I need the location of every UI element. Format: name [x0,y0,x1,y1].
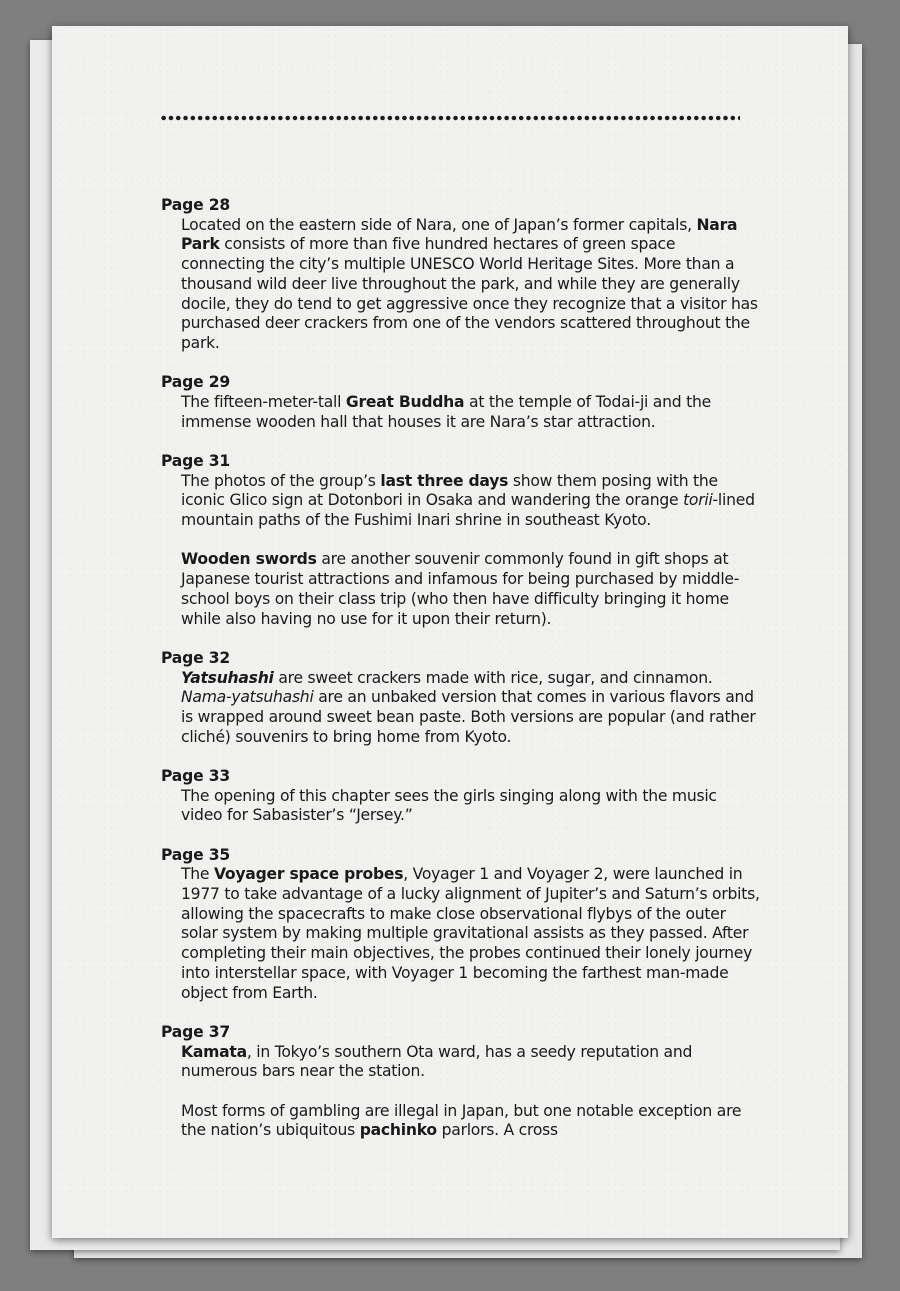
note-text: are another souvenir commonly found in gift shops at Japanese tourist attractions and infamous for being purchased by middle-school boys on their class trip (who then have difficulty bringing it home while also having no use for it upon their return). [181,550,740,628]
emphasized-term: Great Buddha [345,392,465,411]
emphasized-term: Nara Park [181,215,738,254]
note-paragraph [181,472,761,531]
note-text: show them posing with the iconic Glico sign at Dotonbori in Osaka and wandering the orange [181,471,718,510]
emphasized-term: Wooden swords [181,550,317,569]
emphasized-term: pachinko [359,1121,437,1140]
note-text: -lined mountain paths of the Fushimi Inari shrine in southeast Kyoto. [181,491,755,530]
dotted-divider [160,114,740,122]
note-text: parlors. A cross [436,1121,558,1140]
glossary-page [52,26,848,1238]
note-text: , in Tokyo’s southern Ota ward, has a seedy reputation and numerous bars near the station. [181,1042,693,1081]
page-reference: Page 35 [161,845,231,864]
note-text: The opening of this chapter sees the girls singing along with the music video for Sabasister’s “Jersey.” [181,786,717,825]
note-paragraph [181,393,761,432]
glossary-notes [161,196,761,1161]
note-text: consists of more than five hundred hectares of green space connecting the city’s multiple UNESCO World Heritage Sites. More than a thousand wild deer live throughout the park, and while they are generally docile, they do tend to get aggressive once they recognize that a visitor has purchased deer crackers from one of the vendors scattered throughout the park. [181,235,758,352]
note-text: The [181,865,214,884]
note-text: are an unbaked version that comes in various flavors and is wrapped around sweet bean paste. Both versions are popular (and rather cliché) souvenirs to bring home from Kyoto. [181,688,756,746]
note-entry [161,452,761,629]
note-entry [161,373,761,432]
note-paragraph [181,865,761,1003]
emphasized-term: Kamata [181,1042,247,1061]
note-entry [161,649,761,748]
page-reference: Page 29 [161,373,231,392]
emphasized-term: Voyager space probes [213,865,404,884]
page-reference: Page 37 [161,1022,231,1041]
note-entry [161,767,761,826]
note-paragraph [181,669,761,748]
note-entry [161,196,761,354]
note-entry [161,1023,761,1141]
note-paragraph [181,216,761,354]
page-reference: Page 31 [161,451,231,470]
page-reference: Page 32 [161,648,231,667]
note-text: , Voyager 1 and Voyager 2, were launched in 1977 to take advantage of a lucky alignment of Jupiter’s and Saturn’s orbits, allowing the spacecrafts to make close observational flybys of the outer solar system by making multiple gravitational assists as they passed. After completing their main objectives, the probes continued their lonely journey into interstellar space, with Voyager 1 becoming the farthest man-made object from Earth. [181,865,760,1002]
emphasized-term: torii [683,491,713,510]
note-paragraph [181,1043,761,1082]
note-entry [161,846,761,1004]
note-text: The fifteen-meter-tall [181,392,346,411]
note-text: Most forms of gambling are illegal in Japan, but one notable exception are the nation’s ubiquitous [181,1101,742,1140]
emphasized-term: Yatsuhashi [181,668,274,687]
emphasized-term: last three days [380,471,509,490]
note-paragraph [181,1102,761,1141]
note-text: Located on the eastern side of Nara, one of Japan’s former capitals, [181,215,697,234]
note-text: are sweet crackers made with rice, sugar, and cinnamon. [273,668,713,687]
note-paragraph [181,550,761,629]
note-paragraph [181,787,761,826]
page-reference: Page 28 [161,196,231,214]
note-text: at the temple of Todai-ji and the immense wooden hall that houses it are Nara’s star attraction. [181,392,711,431]
note-text: The photos of the group’s [181,471,381,490]
page-reference: Page 33 [161,766,231,785]
emphasized-term: Nama-yatsuhashi [181,688,314,707]
